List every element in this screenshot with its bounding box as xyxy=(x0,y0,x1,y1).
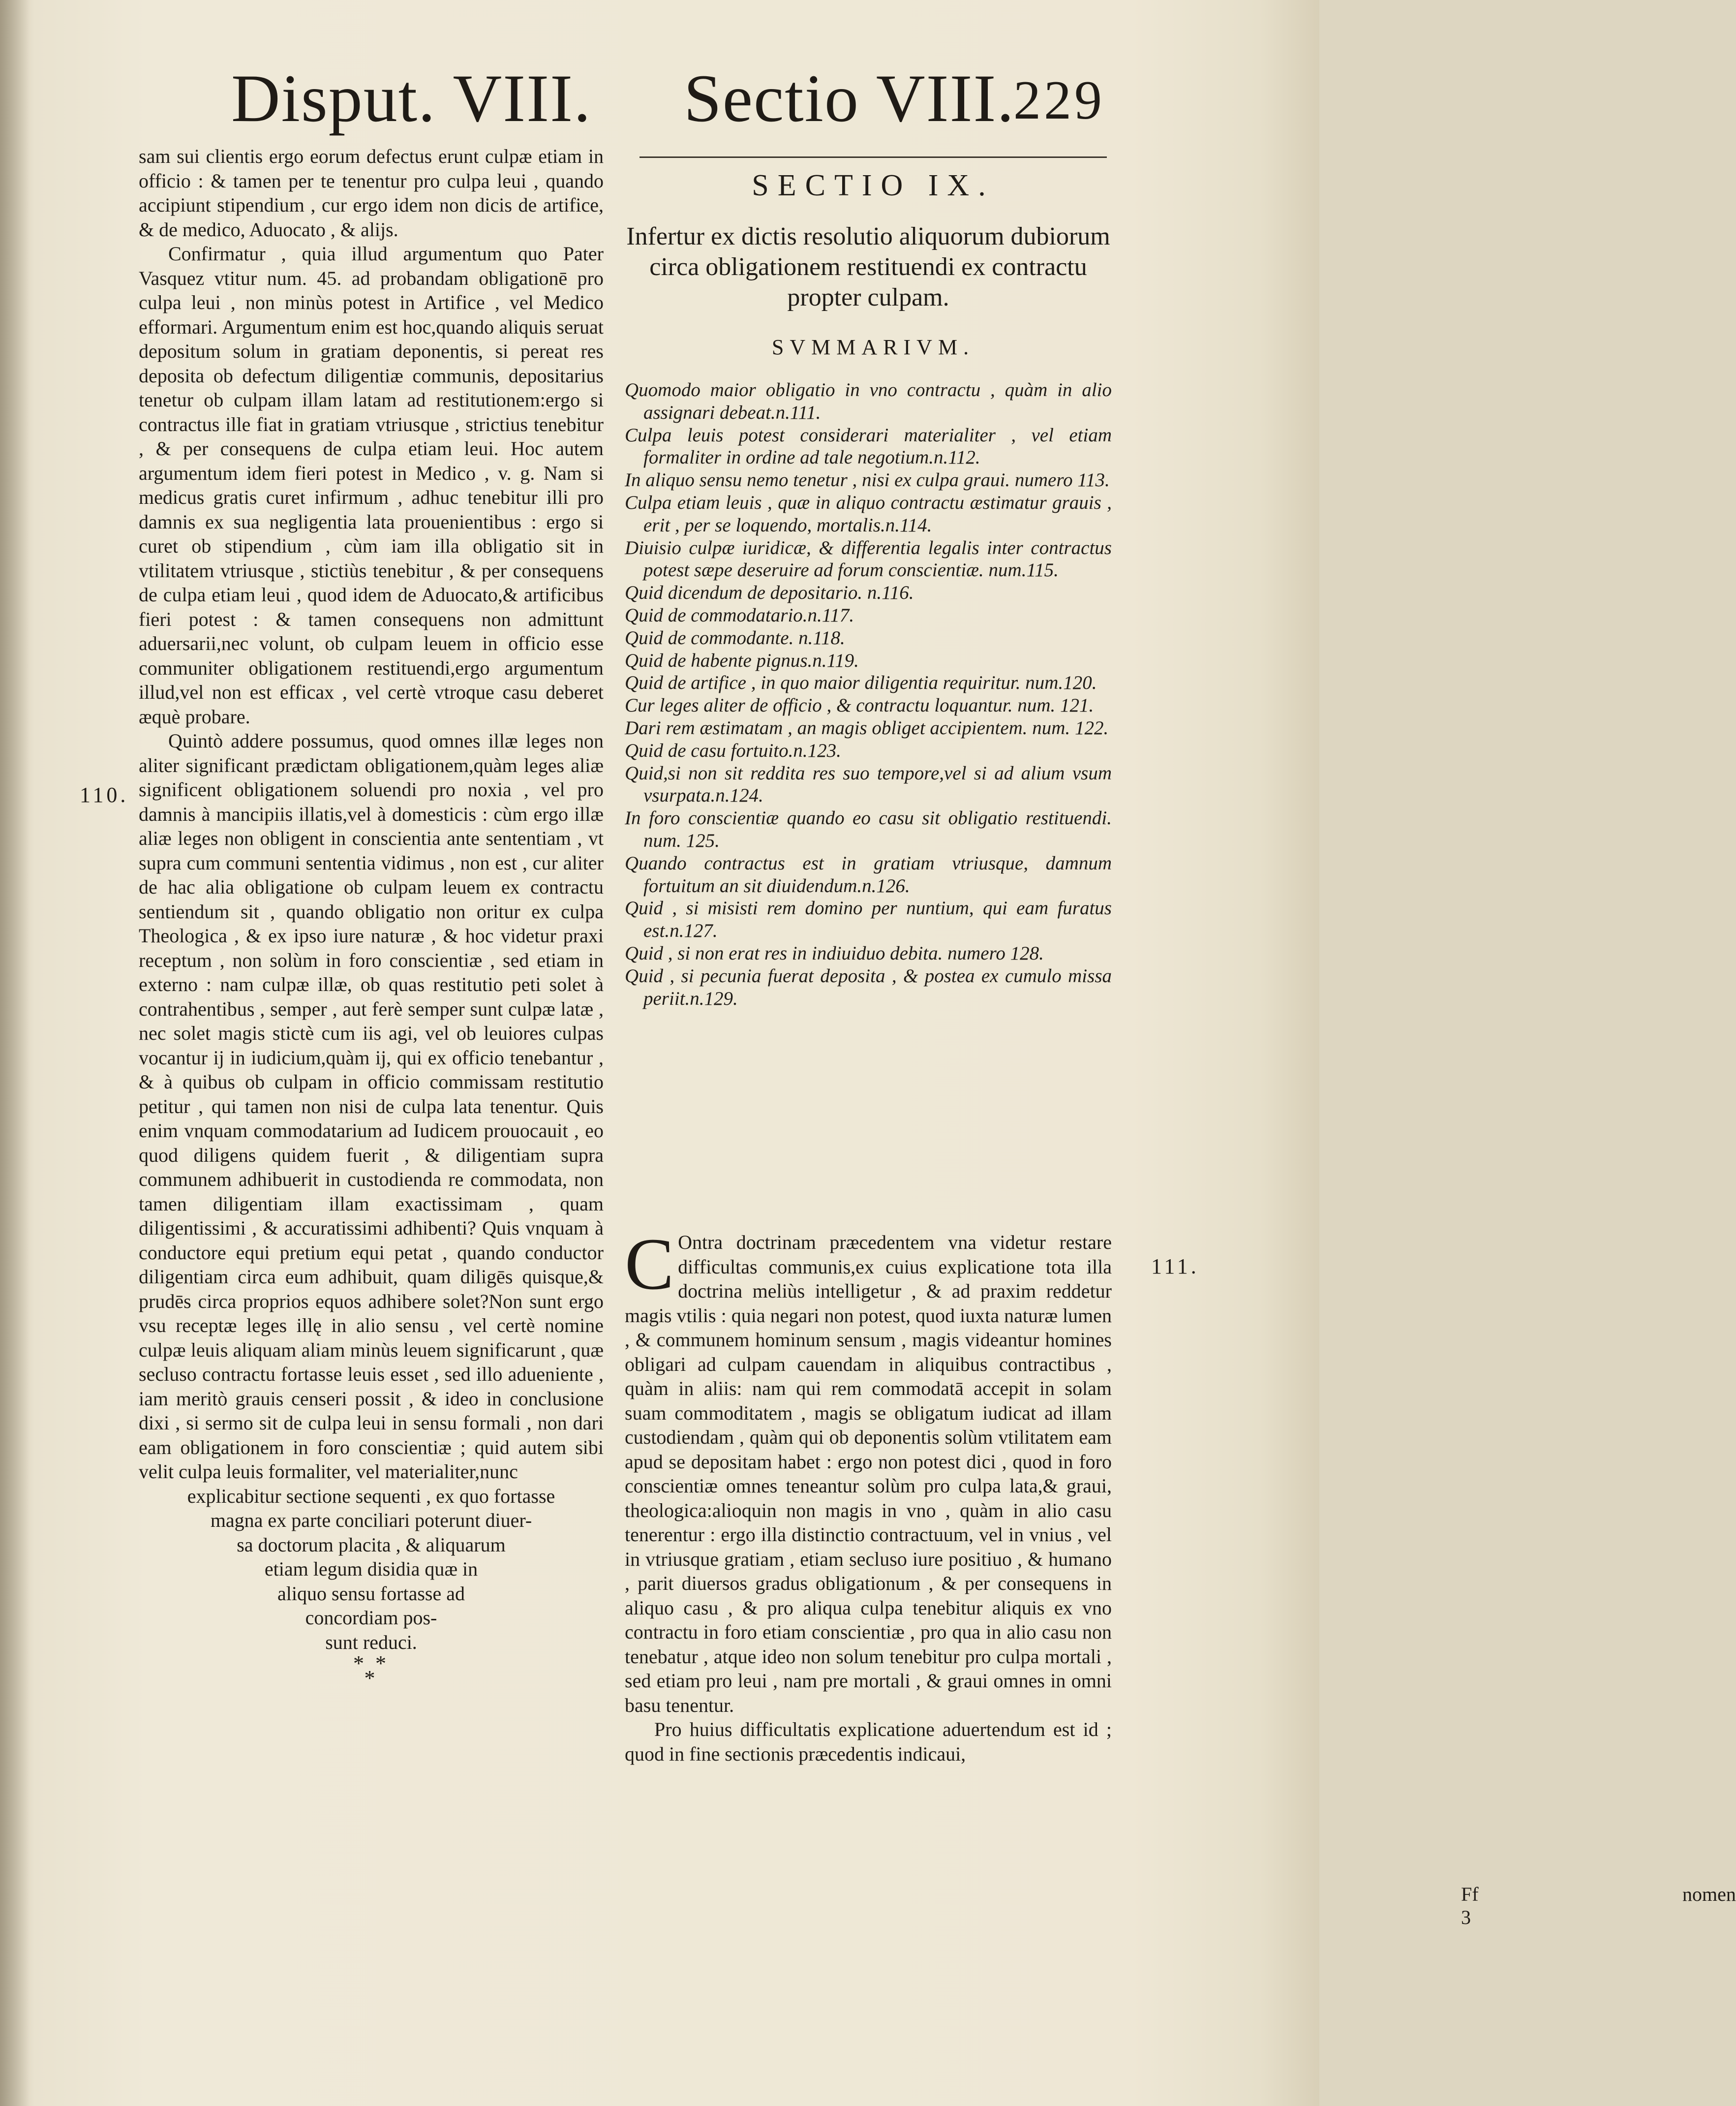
page-number: 229 xyxy=(1013,70,1105,131)
coda-line: magna ex parte conciliari poterunt diuer- xyxy=(210,1509,532,1531)
summarium-entry: Culpa leuis potest considerari materialiter , vel etiam formaliter in ordine ad tale negotium.n.112. xyxy=(625,424,1112,468)
left-coda xyxy=(139,1484,604,1655)
summarium-entry: Quid , si pecunia fuerat deposita , & postea ex cumulo missa periit.n.129. xyxy=(625,965,1112,1009)
coda-line: sunt reduci. xyxy=(325,1631,417,1653)
right-paragraph-1-text: Ontra doctrinam præcedentem vna videtur restare difficultas communis,ex cuius explicatione tota illa doctrina meliùs intelligetur , & ad praxim reddetur magis vtilis : quia negari non potest, quod iuxta naturæ lumen , & communem hominum sensum , magis videantur homines obligari ad culpam cauendam in aliquibus contractibus , quàm in aliis: nam qui rem commodatā accepit in solam suam commoditatem , magis se obligatum iudicat ad illam custodiendam , quàm qui ob deponentis solùm vtilitatem eam apud se depositam habet : ergo non potest dici , quod in foro conscientiæ omnes teneantur solùm pro culpa lata,& graui, theologica:alioquin non magis in vno , quàm in alio casu tenerentur : ergo illa distinctio contractuum, vel in vnius , vel in vtriusque gratiam , etiam secluso iure positiuo , & humano , parit diuersos gradus obligationum , & per consequens in aliquo casu , & pro aliqua culpa tenebitur aliquis ex vno contractu in foro etiam conscientiæ , pro qua in alio casu non tenebatur , atque ideo non solum tenebitur pro culpa mortali , sed etiam pro leui , nam pre mortali , & graui omnes in omni basu tenentur. xyxy=(625,1231,1112,1716)
running-header-left: Disput. VIII. xyxy=(231,61,592,136)
margin-number-110: 110. xyxy=(80,783,129,807)
coda-line: concordiam pos- xyxy=(305,1607,437,1629)
summarium-entry: Dari rem æstimatam , an magis obliget accipientem. num. 122. xyxy=(625,717,1109,739)
summarium-entry: Quid de commodatario.n.117. xyxy=(625,604,854,626)
summarium-entry: Cur leges aliter de officio , & contractu loquantur. num. 121. xyxy=(625,695,1094,716)
summarium-entry: Quid de casu fortuito.n.123. xyxy=(625,740,841,761)
summarium-entry: Quando contractus est in gratiam vtriusque, damnum fortuitum an sit diuidendum.n.126. xyxy=(625,852,1112,897)
left-paragraph-2: Confirmatur , quia illud argumentum quo Pater Vasquez vtitur num. 45. ad probandam obligationē pro culpa leui , non minùs potest in Artifice , vel Medico efformari. Argumentum enim est hoc,quando aliquis seruat depositum solum in gratiam deponentis, si pereat res deposita ob defectum diligentiæ communis, depositarius tenetur ob culpam illam latam ad restitutionem:ergo si contractus ille fiat in gratiam vtriusque , strictius tenebitur , & per consequens de culpa etiam leui. Hoc autem argumentum idem fieri potest in Medico , v. g. Nam si medicus gratis curet infirmum , adhuc tenebitur illi pro damnis ex sua negligentia lata prouenientibus : ergo si curet ob stipendium , cùm iam illa obligatio sit in vtilitatem vtriusque , stictiùs tenebitur , & per consequens de culpa etiam leui , quod idem de Aduocato,& artificibus fieri potest : & tamen consequens non admittunt aduersarii,nec volunt, ob culpam leuem in officio esse communiter obligationem restituendi,ergo argumentum illud,vel non est efficax , vel certè vtroque casu deberet æquè probare. xyxy=(139,243,604,728)
left-column xyxy=(139,144,604,1690)
header-rule xyxy=(640,156,1107,158)
summarium-list xyxy=(625,379,1112,1010)
summarium-entry: In foro conscientiæ quando eo casu sit obligatio restituendi. num. 125. xyxy=(625,807,1112,851)
summarium-entry: Quid de artifice , in quo maior diligentia requiritur. num.120. xyxy=(625,672,1097,694)
right-column-body xyxy=(625,1223,1112,1766)
summarium-entry: Quid de habente pignus.n.119. xyxy=(625,650,859,671)
drop-cap: C xyxy=(625,1223,674,1305)
summarium-entry: Culpa etiam leuis , quæ in aliquo contractu æstimatur grauis , erit , per se loquendo, mortalis.n.114. xyxy=(625,492,1112,536)
summarium-heading: SVMMARIVM. xyxy=(771,335,975,359)
coda-line: etiam legum disidia quæ in xyxy=(264,1558,478,1580)
section-title: SECTIO IX. xyxy=(752,169,995,202)
gutter-shadow xyxy=(0,0,30,2106)
coda-line: aliquo sensu fortasse ad xyxy=(277,1582,465,1605)
summarium-entry: Quid dicendum de depositario. n.116. xyxy=(625,582,914,604)
left-paragraph-1: sam sui clientis ergo eorum defectus erunt culpæ etiam in officio : & tamen per te tenentur pro culpa leui , quando accipiunt stipendium , cur ergo idem non dicis de artifice, & de medico, Aduocato , & alijs. xyxy=(139,145,604,241)
summarium-entry: Quid de commodante. n.118. xyxy=(625,627,845,649)
coda-line: explicabitur sectione sequenti , ex quo fortasse xyxy=(187,1485,555,1507)
catchword: nomen xyxy=(1682,1883,1736,1905)
summarium-entry: Quid,si non sit reddita res suo tempore,vel si ad alium vsum vsurpata.n.124. xyxy=(625,762,1112,806)
summarium-entry: Diuisio culpæ iuridicæ, & differentia legalis inter contractus potest sæpe deseruire ad forum conscientiæ. num.115. xyxy=(625,537,1112,581)
section-subtitle: Infertur ex dictis resolutio aliquorum dubiorum circa obligationem restituendi ex contractu propter culpam. xyxy=(626,222,1110,311)
right-paragraph-2: Pro huius difficultatis explicatione aduertendum est id ; quod in fine sectionis præcedentis indicaui, xyxy=(625,1718,1112,1765)
margin-number-111: 111. xyxy=(1151,1254,1199,1278)
coda-line: sa doctorum placita , & aliquarum xyxy=(237,1533,506,1556)
right-paragraph-1 xyxy=(625,1223,1112,1717)
left-paragraph-3: Quintò addere possumus, quod omnes illæ leges non aliter significant prædictam obligationem,quàm leges aliæ significent obligationem soluendi pro noxia , vel pro damnis à mancipiis illatis,vel à domesticis : cùm ergo illæ aliæ leges non obligent in conscientia ante sententiam , vt supra cum communi sententia vidimus , non est , cur aliter de hac alia obligatione ob culpam leuem ex contractu sentiendum sit , quando obligatio non oritur ex culpa Theologica , & ex ipso iure naturæ , & hoc videtur praxi receptum , non solùm in foro conscientiæ , sed etiam in externo : nam culpæ illæ, ob quas restitutio peti solet à contrahentibus , semper , aut ferè semper sunt culpæ latæ , nec solet magis stictè cum iis agi, vel ob leuiores culpas vocantur ij in iudicium,quàm ij, qui ex officio tenebantur , & à quibus ob culpam in officio commissam restitutio petitur , qui tamen non nisi de culpa lata tenentur. Quis enim vnquam commodatarium ad Iudicem prouocauit , eo quod diligens quidem fuerit , & diligentiam supra communem adhibuerit in custodienda re commodata, non tamen diligentiam illam exactissimam , quam diligentissimi , & accuratissimi adhibenti? Quis vnquam à conductore equi pretium equi petat , quando conductor diligentiam circa eum adhibuit, quam diligēs quisque,& prudēs circa proprios equos adhibere solet?Non sunt ergo vsu receptæ leges illę in alio sensu , vel certè nomine culpæ leuis aliquam aliam minùs leuem significarunt , quæ secluso contractu fortasse leuis esset , sed illo adueniente , iam meritò grauis censeri possit , & ideo in conclusione dixi , si sermo sit de culpa leui in sensu formali , non dari eam obligationem in foro conscientiæ ; quid autem sibi velit culpa leuis formaliter, vel materialiter,nunc xyxy=(139,730,604,1483)
running-header-right: Sectio VIII. xyxy=(684,61,1015,136)
summarium-entry: Quid , si misisti rem domino per nuntium, qui eam furatus est.n.127. xyxy=(625,898,1112,942)
summarium-entry: Quomodo maior obligatio in vno contractu , quàm in alio assignari debeat.n.111. xyxy=(625,379,1112,423)
asterism-ornament: * * * xyxy=(353,1651,389,1690)
summarium-entry: Quid , si non erat res in indiuiduo debita. numero 128. xyxy=(625,942,1044,964)
signature-mark: Ff 3 xyxy=(1461,1883,1479,1928)
summarium-entry: In aliquo sensu nemo tenetur , nisi ex culpa graui. numero 113. xyxy=(625,469,1110,491)
